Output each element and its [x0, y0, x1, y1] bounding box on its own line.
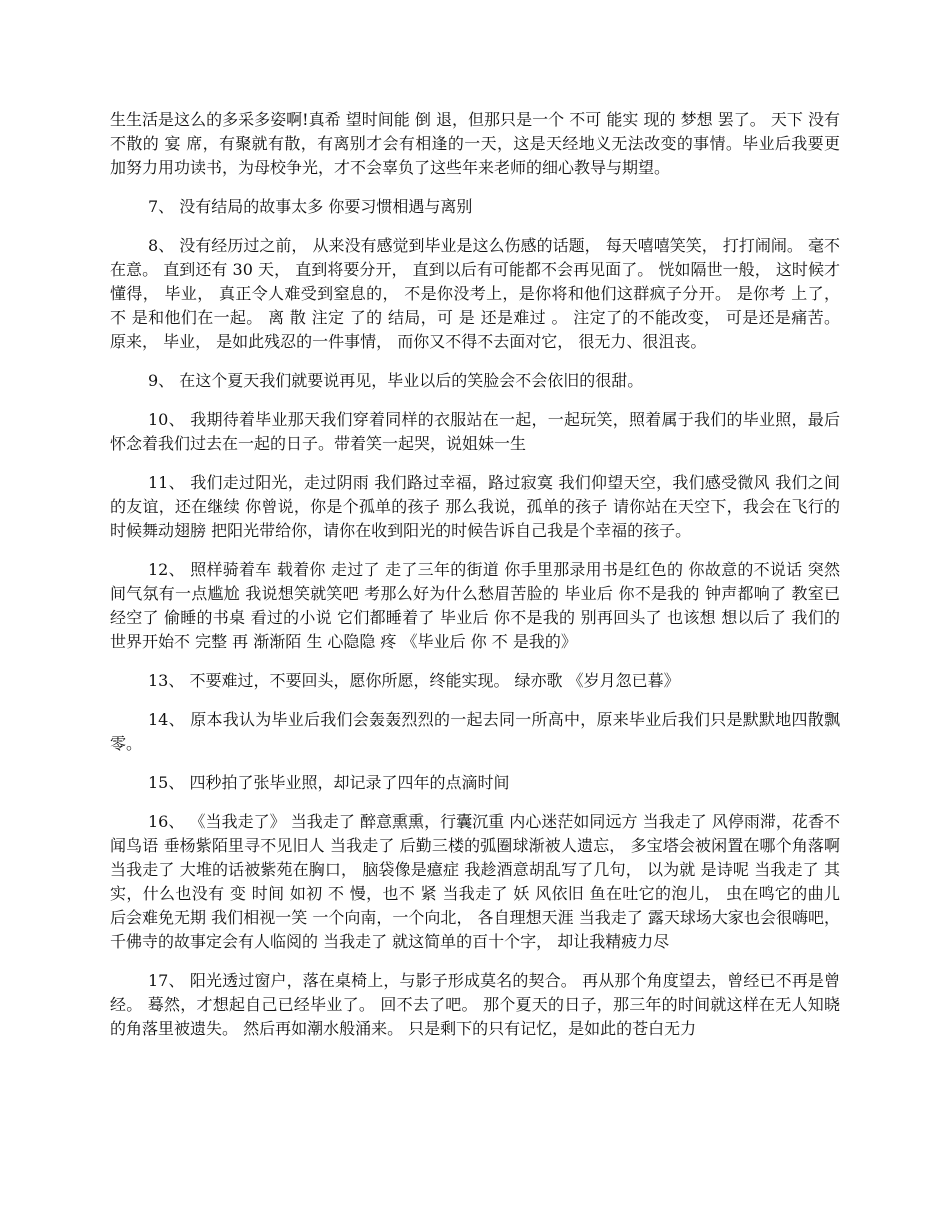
paragraph-item-12: 12、 照样骑着车 载着你 走过了 走了三年的街道 你手里那录用书是红色的 你故意的不说话 突然间气氛有一点尴尬 我说想笑就笑吧 考那么好为什么愁眉苦脸的 毕业后 你不是我的 钟声都响了 教室已经空了 偷睡的书桌 看过的小说 它们都睡着了 毕业后 你不是我的 别再回头了 也该想 想以后了 我们的世界开始不 完整 再 渐渐陌 生 心隐隐 疼 《毕业后 你 不 是我的》 [110, 560, 840, 651]
paragraph-item-15: 15、 四秒拍了张毕业照，却记录了四年的点滴时间 [148, 773, 510, 792]
paragraph-item-11: 11、 我们走过阳光，走过阴雨 我们路过幸福，路过寂寞 我们仰望天空，我们感受微风 我们之间的友谊，还在继续 你曾说，你是个孤单的孩子 那么我说，孤单的孩子 请你站在天空下，我会在飞行的时候舞动翅膀 把阳光带给你，请你在收到阳光的时候告诉自己我是个幸福的孩子。 [110, 473, 840, 540]
paragraph-item-14: 14、 原本我认为毕业后我们会轰轰烈烈的一起去同一所高中，原来毕业后我们只是默默地四散飘零。 [110, 710, 840, 753]
document-page [110, 108, 840, 1056]
paragraph-item-9: 9、 在这个夏天我们就要说再见，毕业以后的笑脸会不会依旧的很甜。 [148, 371, 644, 390]
paragraph-continuation: 生生活是这么的多采多姿啊!真希 望时间能 倒 退，但那只是一个 不可 能实 现的 梦想 罢了。 天下 没有不散的 宴 席，有聚就有散，有离别才会有相逢的一天，这是天经地义无法改变的事情。毕业后我要更加努力用功读书，为母校争光，才不会辜负了这些年来老师的细心教导与期望。 [110, 110, 840, 177]
paragraph-item-7: 7、 没有结局的故事太多 你要习惯相遇与离别 [148, 197, 473, 216]
paragraph-item-17: 17、 阳光透过窗户，落在桌椅上，与影子形成莫名的契合。 再从那个角度望去，曾经已不再是曾经。 蓦然，才想起自己已经毕业了。 回不去了吧。 那个夏天的日子，那三年的时间就这样在无人知晓的角落里被遗失。 然后再如潮水般涌来。 只是剩下的只有记忆，是如此的苍白无力 [110, 971, 840, 1038]
paragraph-item-10: 10、 我期待着毕业那天我们穿着同样的衣服站在一起，一起玩笑，照着属于我们的毕业照，最后怀念着我们过去在一起的日子。带着笑一起哭，说姐妹一生 [110, 410, 840, 453]
paragraph-item-16: 16、 《当我走了》 当我走了 醉意熏熏，行囊沉重 内心迷茫如同远方 当我走了 风停雨滞，花香不闻鸟语 垂杨紫陌里寻不见旧人 当我走了 后勤三楼的弧圈球渐被人遗忘， 多宝塔会被闲置在哪个角落啊 当我走了 大堆的话被紫苑在胸口， 脑袋像是癔症 我趁酒意胡乱写了几句， 以为就 是诗呢 当我走了 其实，什么也没有 变 时间 如初 不 慢，也不 紧 当我走了 妖 风依旧 鱼在吐它的泡儿， 虫在鸣它的曲儿 后会难免无期 我们相视一笑 一个向南，一个向北， 各自理想天涯 当我走了 露天球场大家也会很嗨吧， 千佛寺的故事定会有人临阅的 当我走了 就这简单的百十个字， 却让我精疲力尽 [110, 812, 840, 951]
paragraph-item-13: 13、 不要难过，不要回头，愿你所愿，终能实现。 绿亦歌 《岁月忽已暮》 [148, 671, 680, 690]
paragraph-item-8: 8、 没有经历过之前， 从来没有感觉到毕业是这么伤感的话题， 每天嘻嘻笑笑， 打打闹闹。 毫不在意。 直到还有 30 天， 直到将要分开， 直到以后有可能都不会再见面了。 恍如隔世一般， 这时候才懂得， 毕业， 真正令人难受到窒息的， 不是你没考上，是你将和他们这群疯子分开。 是你考 上了， 不 是和他们在一起。 离 散 注定 了的 结局，可 是 还是难过 。 注定了的不能改变， 可是还是痛苦。 原来， 毕业， 是如此残忍的一件事情， 而你又不得不去面对它， 很无力、很沮丧。 [110, 236, 840, 351]
